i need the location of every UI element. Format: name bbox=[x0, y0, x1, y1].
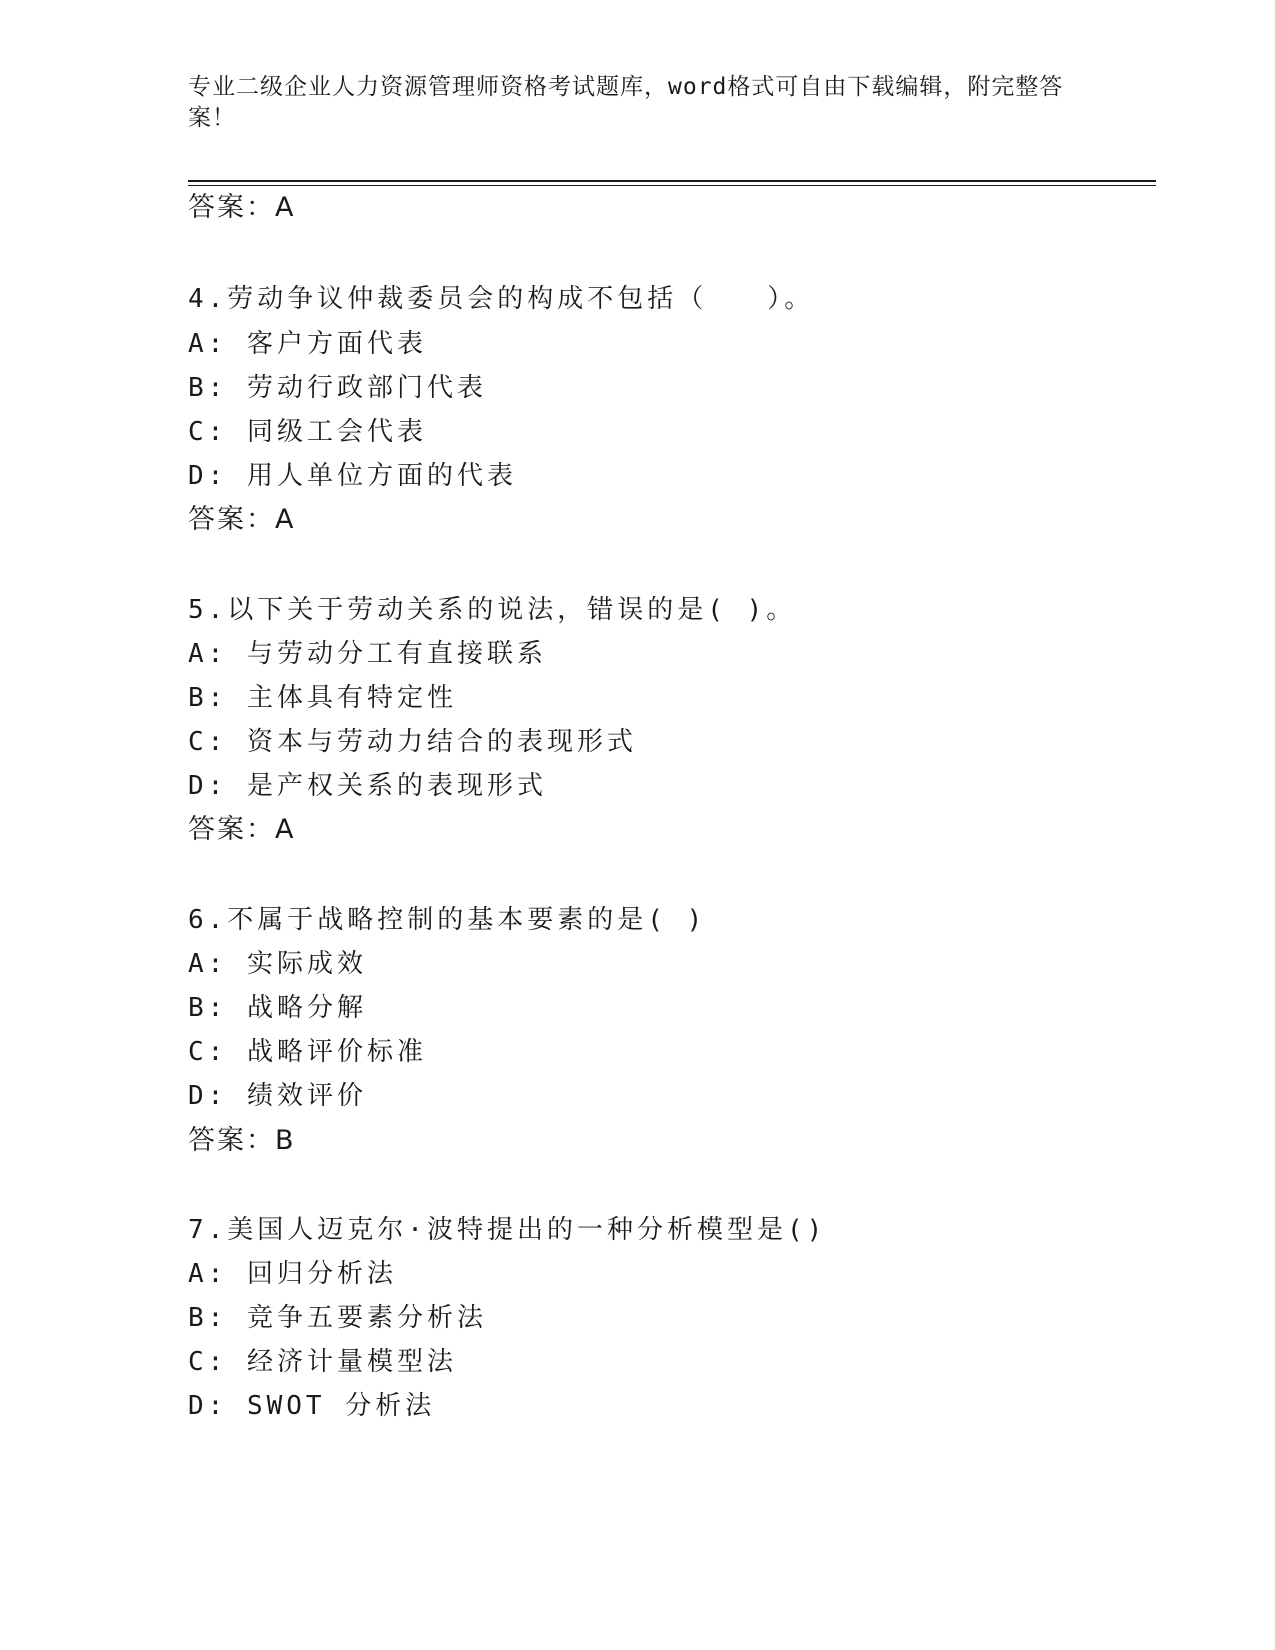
document-intro: 专业二级企业人力资源管理师资格考试题库，word格式可自由下载编辑，附完整答案！ bbox=[188, 74, 1064, 131]
question-4-option-d: D: 用人单位方面的代表 bbox=[188, 461, 517, 491]
question-6-answer: 答案：B bbox=[188, 1125, 296, 1156]
question-7-stem: 7.美国人迈克尔·波特提出的一种分析模型是() bbox=[188, 1215, 827, 1245]
question-6-option-b: B: 战略分解 bbox=[188, 993, 367, 1023]
question-6-option-a: A: 实际成效 bbox=[188, 949, 367, 979]
question-7-option-b: B: 竞争五要素分析法 bbox=[188, 1303, 487, 1333]
question-5-option-c: C: 资本与劳动力结合的表现形式 bbox=[188, 727, 637, 757]
answer-previous: 答案：A bbox=[188, 192, 296, 223]
header-rule-thick bbox=[188, 180, 1156, 182]
question-4-option-b: B: 劳动行政部门代表 bbox=[188, 373, 487, 403]
question-4-answer: 答案：A bbox=[188, 504, 296, 535]
question-7-option-c: C: 经济计量模型法 bbox=[188, 1347, 457, 1377]
question-5-option-a: A: 与劳动分工有直接联系 bbox=[188, 639, 547, 669]
question-4-option-a: A: 客户方面代表 bbox=[188, 329, 427, 359]
question-6-option-c: C: 战略评价标准 bbox=[188, 1037, 427, 1067]
question-6-option-d: D: 绩效评价 bbox=[188, 1081, 367, 1111]
question-5-stem: 5.以下关于劳动关系的说法，错误的是( )。 bbox=[188, 595, 797, 625]
question-7-option-a: A: 回归分析法 bbox=[188, 1259, 397, 1289]
question-4-stem: 4.劳动争议仲裁委员会的构成不包括（ ）。 bbox=[188, 284, 815, 314]
question-5-option-d: D: 是产权关系的表现形式 bbox=[188, 771, 547, 801]
question-4-option-c: C: 同级工会代表 bbox=[188, 417, 427, 447]
question-7-option-d: D: SWOT 分析法 bbox=[188, 1391, 436, 1421]
question-6-stem: 6.不属于战略控制的基本要素的是( ) bbox=[188, 905, 707, 935]
header-rule-thin bbox=[188, 185, 1156, 186]
question-5-option-b: B: 主体具有特定性 bbox=[188, 683, 457, 713]
question-5-answer: 答案：A bbox=[188, 814, 296, 845]
